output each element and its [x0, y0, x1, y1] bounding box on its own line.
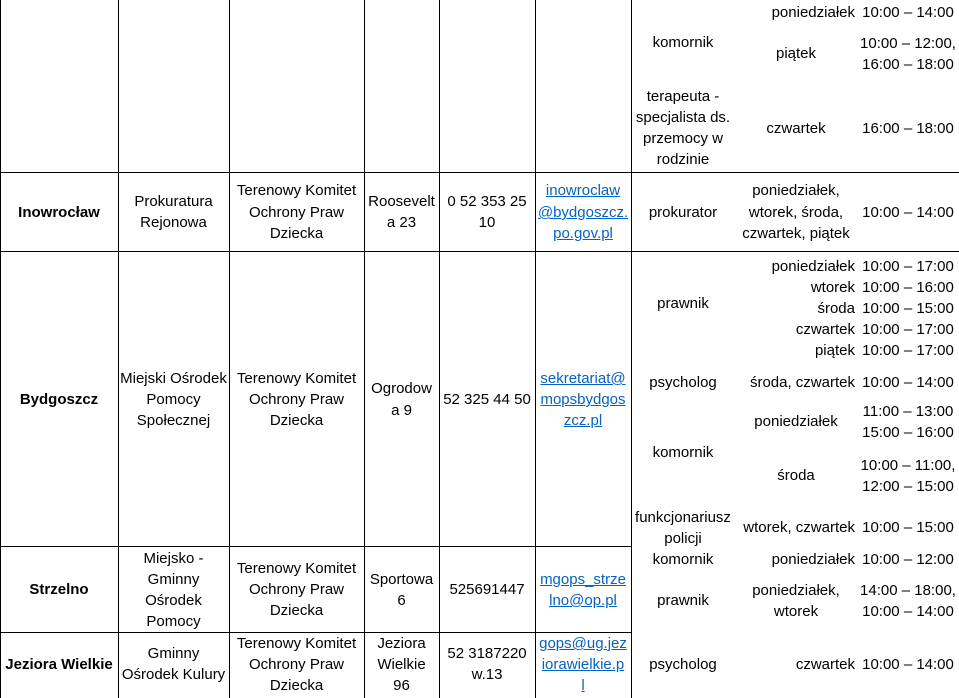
address-line: 6 [397, 592, 406, 609]
duty-day: poniedziałek [771, 4, 855, 21]
partner-line: Dziecka [269, 602, 324, 619]
duty-hours: 12:00 – 15:00 [862, 478, 954, 495]
partner-line: Terenowy Komitet [236, 560, 357, 577]
address-line: Roosevelt [368, 193, 435, 210]
duty-hours: 10:00 – 14:00 [862, 4, 954, 21]
city-cell: Inowrocław [18, 204, 100, 221]
partner-line: Ochrony Praw [248, 391, 345, 408]
address-line: Sportowa [369, 571, 434, 588]
grid-line [0, 546, 631, 547]
email-link[interactable]: lno@op.pl [549, 592, 617, 609]
email-link[interactable]: sekretariat@ [540, 370, 626, 387]
duty-hours: 10:00 – 11:00, [860, 457, 956, 474]
duty-day: wtorek, czwartek [743, 519, 855, 536]
institution-line: Pomocy [146, 391, 201, 408]
duty-hours: 10:00 – 14:00 [862, 374, 954, 391]
duty-hours: 16:00 – 18:00 [862, 56, 954, 73]
duty-role: funkcjonariusz [635, 509, 731, 526]
duty-hours: 10:00 – 17:00 [862, 342, 954, 359]
duty-hours: 10:00 – 15:00 [862, 300, 954, 317]
email-link[interactable]: gops@ug.jez [539, 635, 627, 652]
phone-line: 10 [478, 214, 496, 231]
grid-line [0, 251, 959, 252]
address-line: Ogrodow [371, 380, 432, 397]
duty-hours: 16:00 – 18:00 [862, 120, 954, 137]
duty-day: poniedziałek, [752, 582, 840, 599]
duty-hours: 10:00 – 14:00 [862, 204, 954, 221]
duty-role: przemocy w [642, 130, 724, 147]
duty-hours: 14:00 – 18:00, [860, 582, 956, 599]
email-link[interactable]: po.gov.pl [553, 225, 613, 242]
duty-day: wtorek, środa, [748, 204, 844, 221]
partner-line: Terenowy Komitet [236, 182, 357, 199]
duty-day: czwartek [795, 321, 855, 338]
institution-line: Gminny [147, 571, 200, 588]
duty-hours: 15:00 – 16:00 [862, 424, 954, 441]
duty-role: prokurator [648, 204, 718, 221]
duty-day: czwartek [795, 656, 855, 673]
duty-hours: 10:00 – 12:00, [860, 35, 956, 52]
institution-line: Rejonowa [140, 214, 207, 231]
institution-line: Ośrodek [145, 592, 202, 609]
duty-hours: 10:00 – 17:00 [862, 321, 954, 338]
partner-line: Ochrony Praw [248, 581, 345, 598]
address-line: 96 [393, 677, 410, 694]
address-line: a 9 [391, 402, 412, 419]
duty-day: wtorek [810, 279, 855, 296]
phone-line: 52 325 44 50 [443, 391, 531, 408]
city-cell: Jeziora Wielkie [5, 656, 113, 673]
duty-day: środa, czwartek [749, 374, 855, 391]
institution-line: Społecznej [136, 412, 211, 429]
duty-hours: 10:00 – 12:00 [862, 551, 954, 568]
partner-line: Terenowy Komitet [236, 635, 357, 652]
duty-hours: 10:00 – 16:00 [862, 279, 954, 296]
duty-role: specjalista ds. [635, 109, 731, 126]
email-link[interactable]: mopsbydgos [540, 391, 626, 408]
email-link[interactable]: @bydgoszcz. [537, 204, 629, 221]
city-cell: Bydgoszcz [19, 391, 99, 408]
phone-line: w.13 [471, 666, 503, 683]
duty-role: komornik [652, 444, 714, 461]
email-link[interactable]: zcz.pl [563, 412, 603, 429]
partner-line: Dziecka [269, 677, 324, 694]
duty-role: policji [664, 530, 702, 547]
institution-line: Pomocy [146, 613, 201, 630]
duty-day: piątek [814, 342, 855, 359]
institution-line: Miejski Ośrodek [120, 370, 227, 387]
duty-day: czwartek [766, 120, 826, 137]
duty-role: prawnik [657, 295, 709, 312]
duty-hours: 11:00 – 13:00 [862, 403, 954, 420]
email-link[interactable]: mgops_strze [540, 571, 626, 588]
duty-hours: 10:00 – 14:00 [862, 656, 954, 673]
grid-line [0, 172, 959, 173]
institution-line: Prokuratura [134, 193, 213, 210]
email-link[interactable]: inowroclaw [545, 182, 621, 199]
duty-day: środa [777, 467, 815, 484]
duty-role: psycholog [649, 656, 717, 673]
duty-role: rodzinie [656, 151, 710, 168]
phone-line: 0 52 353 25 [447, 193, 527, 210]
duty-role: psycholog [649, 374, 717, 391]
duty-hours: 10:00 – 17:00 [862, 258, 954, 275]
address-line: Jeziora [377, 635, 426, 652]
institution-line: Miejsko - [143, 550, 204, 567]
address-line: a 23 [386, 214, 417, 231]
duty-role: komornik [652, 551, 714, 568]
duty-role: komornik [652, 34, 714, 51]
institution-line: Ośrodek Kulury [121, 666, 226, 683]
phone-line: 525691447 [449, 581, 525, 598]
partner-line: Ochrony Praw [248, 204, 345, 221]
institution-line: Gminny [147, 645, 200, 662]
email-link[interactable]: iorawielkie.p [541, 656, 625, 673]
duty-day: poniedziałek [771, 551, 855, 568]
duty-day: poniedziałek [754, 413, 838, 430]
duty-day: poniedziałek, [752, 182, 840, 199]
partner-line: Dziecka [269, 225, 324, 242]
duty-day: piątek [775, 45, 817, 62]
duty-day: czwartek, piątek [742, 225, 850, 242]
duty-role: terapeuta - [646, 88, 720, 105]
duty-hours: 10:00 – 15:00 [862, 519, 954, 536]
duty-day: poniedziałek [771, 258, 855, 275]
duty-role: prawnik [657, 592, 709, 609]
partner-line: Dziecka [269, 412, 324, 429]
duty-day: wtorek [773, 603, 819, 620]
city-cell: Strzelno [29, 581, 89, 598]
phone-line: 52 3187220 [447, 645, 527, 662]
address-line: Wielkie [377, 656, 426, 673]
duty-hours: 10:00 – 14:00 [862, 603, 954, 620]
partner-line: Ochrony Praw [248, 656, 345, 673]
duty-day: środa [817, 300, 855, 317]
partner-line: Terenowy Komitet [236, 370, 357, 387]
email-link[interactable]: l [581, 677, 585, 694]
